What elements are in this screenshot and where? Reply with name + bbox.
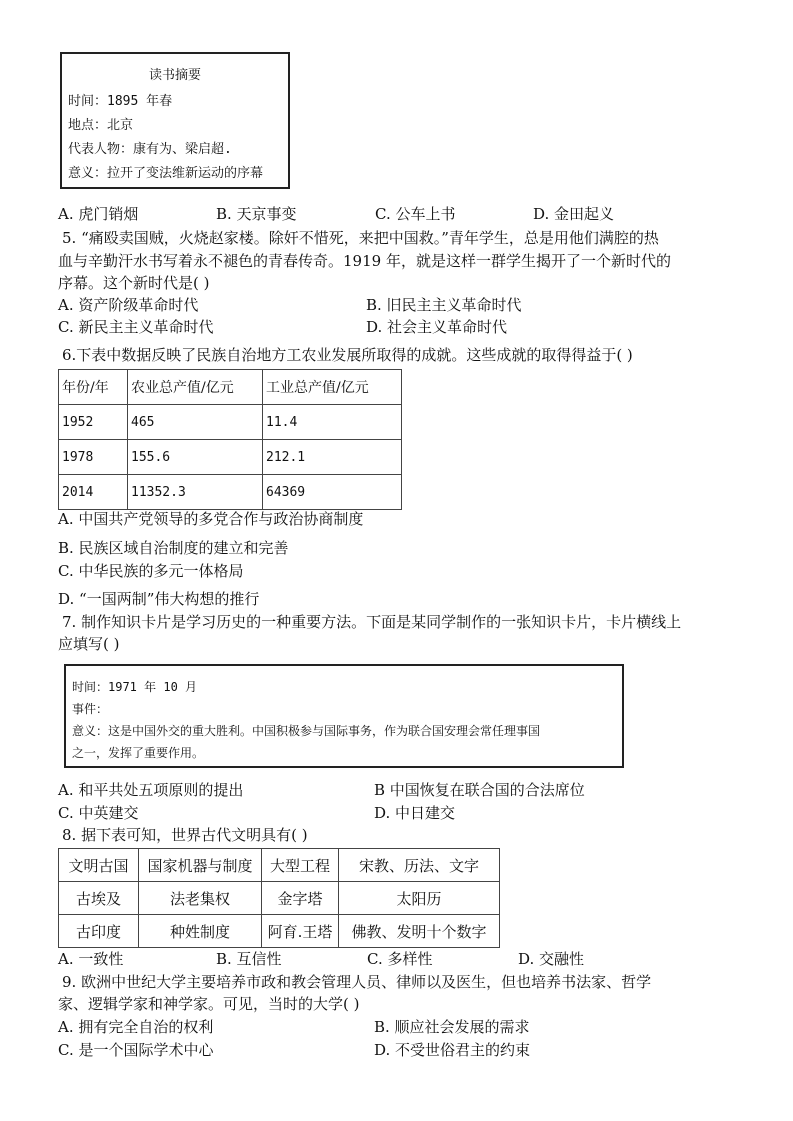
q4-option-c[interactable]: C. 公车上书 [375, 205, 456, 223]
q6-data-table [58, 369, 402, 510]
q5-stem-line1: 5. “痛殴卖国贼，火烧赵家楼。除奸不惜死，来把中国救。”青年学生，总是用他们满腔的热 [62, 229, 659, 247]
table-header-cell: 大型工程 [262, 849, 339, 882]
q9-option-c[interactable]: C. 是一个国际学术中心 [58, 1041, 214, 1059]
q7-option-b[interactable]: B 中国恢复在联合国的合法席位 [374, 781, 585, 799]
q5-option-c[interactable]: C. 新民主主义革命时代 [58, 318, 214, 336]
q8-option-a[interactable]: A. 一致性 [58, 950, 124, 968]
q5-option-d[interactable]: D. 社会主义革命时代 [366, 318, 508, 336]
card-event: 事件： [72, 702, 109, 716]
table-cell: 1952 [59, 405, 128, 440]
q9-option-b[interactable]: B. 顺应社会发展的需求 [374, 1018, 530, 1036]
table-header-cell: 工业总产值/亿元 [263, 370, 402, 405]
knowledge-card [64, 664, 624, 768]
table-header-cell: 年份/年 [59, 370, 128, 405]
q9-stem-line1: 9. 欧洲中世纪大学主要培养市政和教会管理人员、律师以及医生，但也培养书法家、哲学 [62, 973, 652, 991]
table-header-cell: 宋教、历法、文字 [339, 849, 500, 882]
q7-stem-line2: 应填写( ) [58, 635, 120, 653]
q9-option-d[interactable]: D. 不受世俗君主的约束 [374, 1041, 531, 1059]
table-header-row [59, 370, 402, 405]
table-row [59, 440, 402, 475]
card-meaning-line1: 意义：这是中国外交的重大胜利。中国积极参与国际事务，作为联合国安理会常任理事国 [72, 724, 541, 738]
q8-option-c[interactable]: C. 多样性 [367, 950, 433, 968]
q7-option-a[interactable]: A. 和平共处五项原则的提出 [58, 781, 244, 799]
card-place: 地点：北京 [68, 118, 134, 133]
q6-option-c[interactable]: C. 中华民族的多元一体格局 [58, 562, 244, 580]
q5-option-b[interactable]: B. 旧民主主义革命时代 [366, 296, 522, 314]
table-row [59, 475, 402, 510]
card-time: 时间：1971 年 10 月 [72, 680, 198, 694]
q6-option-b[interactable]: B. 民族区域自治制度的建立和完善 [58, 539, 289, 557]
q5-stem-line3: 序幕。这个新时代是( ) [58, 274, 210, 292]
q4-option-d[interactable]: D. 金田起义 [533, 205, 615, 223]
table-cell: 11.4 [263, 405, 402, 440]
table-cell: 阿育.王塔 [262, 915, 339, 948]
table-row [59, 915, 500, 948]
q8-option-b[interactable]: B. 互信性 [216, 950, 282, 968]
q8-option-d[interactable]: D. 交融性 [518, 950, 585, 968]
q9-stem-line2: 家、逻辑学家和神学家。可见，当时的大学( ) [58, 995, 360, 1013]
q7-option-c[interactable]: C. 中英建交 [58, 804, 139, 822]
q8-stem: 8. 据下表可知，世界古代文明具有( ) [62, 826, 308, 844]
table-cell: 古印度 [59, 915, 139, 948]
q9-option-a[interactable]: A. 拥有完全自治的权利 [58, 1018, 214, 1036]
q6-stem: 6.下表中数据反映了民族自治地方工农业发展所取得的成就。这些成就的取得得益于( ) [62, 346, 633, 364]
q6-option-a[interactable]: A. 中国共产党领导的多党合作与政治协商制度 [58, 510, 364, 528]
table-cell: 种姓制度 [139, 915, 262, 948]
card-heading: 读书摘要 [148, 68, 201, 83]
table-header-row [59, 849, 500, 882]
q5-stem-line2: 血与辛勤汗水书写着永不褪色的青春传奇。1919 年，就是这样一群学生揭开了一个新时代的 [58, 252, 671, 270]
q6-option-d[interactable]: D. “一国两制”伟大构想的推行 [58, 590, 260, 608]
table-cell: 64369 [263, 475, 402, 510]
q4-option-b[interactable]: B. 天京事变 [216, 205, 297, 223]
table-cell: 佛教、发明十个数字 [339, 915, 500, 948]
table-cell: 金字塔 [262, 882, 339, 915]
table-cell: 212.1 [263, 440, 402, 475]
table-header-cell: 文明古国 [59, 849, 139, 882]
q8-civilization-table [58, 848, 500, 948]
table-cell: 法老集权 [139, 882, 262, 915]
card-time: 时间：1895 年春 [68, 94, 173, 109]
table-header-cell: 农业总产值/亿元 [128, 370, 263, 405]
table-cell: 古埃及 [59, 882, 139, 915]
table-cell: 11352.3 [128, 475, 263, 510]
table-cell: 465 [128, 405, 263, 440]
table-cell: 1978 [59, 440, 128, 475]
card-people: 代表人物：康有为、梁启超. [68, 142, 232, 157]
table-cell: 太阳历 [339, 882, 500, 915]
card-meaning: 意义：拉开了变法维新运动的序幕 [68, 166, 264, 181]
q7-stem-line1: 7. 制作知识卡片是学习历史的一种重要方法。下面是某同学制作的一张知识卡片，卡片横线上 [62, 613, 682, 631]
table-cell: 155.6 [128, 440, 263, 475]
table-row [59, 405, 402, 440]
card-meaning-line2: 之一，发挥了重要作用。 [72, 746, 205, 760]
q4-option-a[interactable]: A. 虎门销烟 [58, 205, 139, 223]
table-row [59, 882, 500, 915]
table-header-cell: 国家机器与制度 [139, 849, 262, 882]
q7-option-d[interactable]: D. 中日建交 [374, 804, 456, 822]
reading-summary-card [60, 52, 290, 189]
table-cell: 2014 [59, 475, 128, 510]
q5-option-a[interactable]: A. 资产阶级革命时代 [58, 296, 199, 314]
